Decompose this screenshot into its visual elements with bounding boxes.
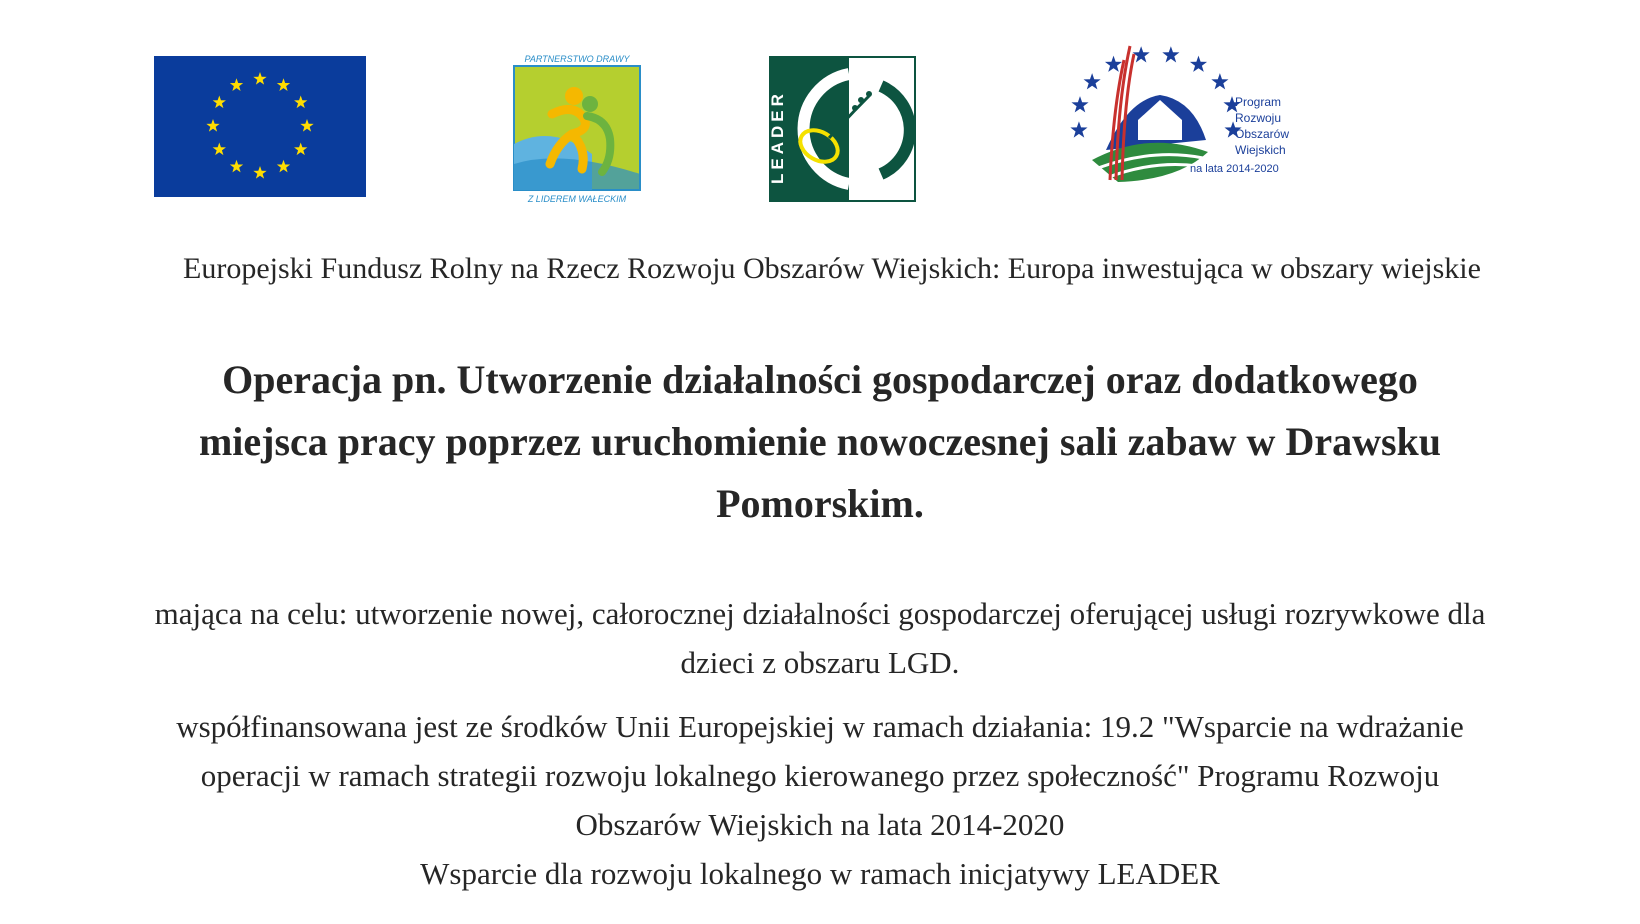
prow-star-icon (1211, 73, 1228, 89)
lgd-top-text: PARTNERSTWO DRAWY (524, 54, 630, 64)
lgd-logo-icon (512, 54, 642, 204)
leader-logo-text: LEADER (769, 90, 787, 184)
funding-line-1: współfinansowana jest ze środków Unii Europejskiej w ramach działania: 19.2 "Wsparcie na wdrażanie (176, 709, 1464, 744)
prow-star-icon (1071, 96, 1088, 112)
funding-line-2: operacji w ramach strategii rozwoju lokalnego kierowanego przez społeczność" Programu Rozwoju (200, 758, 1440, 793)
prow-line-rozwoju: Rozwoju (1235, 111, 1282, 125)
goal-line-1: mająca na celu: utworzenie nowej, całorocznej działalności gospodarczej oferującej usługi rozrywkowe dla (154, 596, 1486, 631)
prow-star-icon (1070, 121, 1087, 137)
prow-star-icon (1105, 56, 1122, 72)
prow-star-icon (1084, 73, 1101, 89)
operation-title-line-3: Pomorskim. (716, 481, 924, 526)
prow-logo-icon (1058, 40, 1304, 190)
prow-line-wiejskich: Wiejskich (1235, 143, 1286, 157)
operation-title-line-2: miejsca pracy poprzez uruchomienie nowoczesnej sali zabaw w Drawsku (198, 419, 1442, 464)
fund-line: Europejski Fundusz Rolny na Rzecz Rozwoju Obszarów Wiejskich: Europa inwestująca w obszary wiejskie (183, 252, 1481, 285)
leader-logo-icon (769, 56, 916, 202)
eu-flag-logo (154, 56, 366, 197)
prow-years: na lata 2014-2020 (1190, 163, 1279, 175)
funding-line-3: Obszarów Wiejskich na lata 2014-2020 (575, 807, 1065, 842)
prow-star-icon (1162, 46, 1179, 62)
lgd-partnerstwo-drawy-logo (512, 54, 642, 204)
operation-title-line-1: Operacja pn. Utworzenie działalności gospodarczej oraz dodatkowego (222, 357, 1418, 402)
eu-flag-icon (154, 56, 366, 197)
funding-line-4: Wsparcie dla rozwoju lokalnego w ramach inicjatywy LEADER (420, 856, 1220, 891)
lgd-bottom-text: Z LIDEREM WAŁECKIM (527, 194, 627, 204)
prow-line-program: Program (1235, 95, 1282, 109)
prow-2014-2020-logo (1058, 40, 1304, 190)
prow-star-icon (1190, 56, 1207, 72)
leader-logo (769, 56, 916, 202)
goal-line-2: dzieci z obszaru LGD. (680, 645, 960, 680)
prow-line-obszarow: Obszarów (1235, 127, 1290, 141)
